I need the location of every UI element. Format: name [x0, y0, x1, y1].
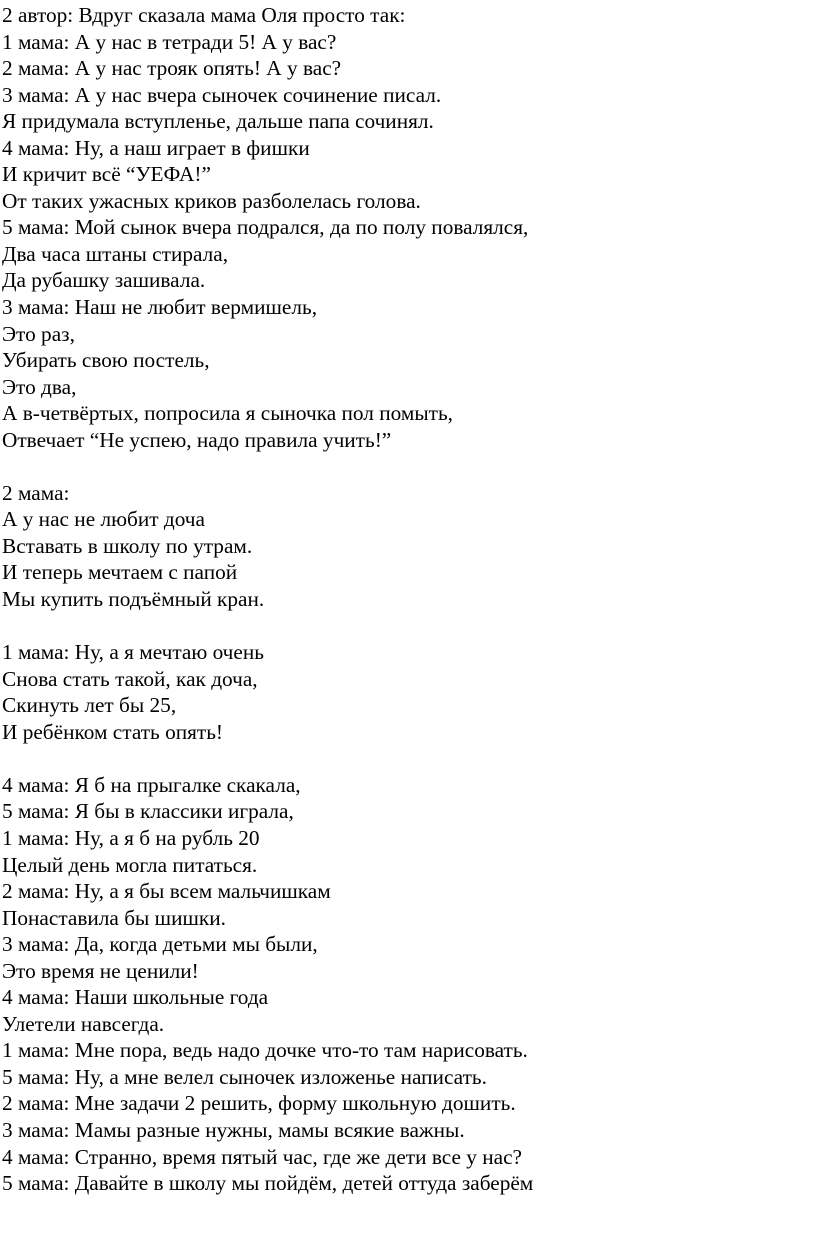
- text-line: 3 мама: Мамы разные нужны, мамы всякие важны.: [2, 1117, 465, 1142]
- text-line: Вставать в школу по утрам.: [2, 533, 253, 558]
- text-line: 2 мама: Мне задачи 2 решить, форму школьную дошить.: [2, 1091, 516, 1116]
- text-line: Это время не ценили!: [2, 958, 199, 983]
- text-line: Отвечает “Не успею, надо правила учить!”: [2, 427, 392, 452]
- text-line: От таких ужасных криков разболелась голова.: [2, 188, 421, 213]
- text-line: И кричит всё “УЕФА!”: [2, 162, 211, 187]
- text-line: 4 мама: Странно, время пятый час, где же дети все у нас?: [2, 1144, 522, 1169]
- text-line: Скинуть лет бы 25,: [2, 693, 177, 718]
- text-line: Это два,: [2, 374, 77, 399]
- text-line: Я придумала вступленье, дальше папа сочинял.: [2, 109, 434, 134]
- text-line: 3 мама: А у нас вчера сыночек сочинение писал.: [2, 82, 442, 107]
- text-line: Снова стать такой, как доча,: [2, 666, 258, 691]
- text-line: А в-четвёртых, попросила я сыночка пол помыть,: [2, 401, 454, 426]
- text-line: А у нас не любит доча: [2, 507, 205, 532]
- text-line: Улетели навсегда.: [2, 1011, 165, 1036]
- text-line: 2 мама: А у нас трояк опять! А у вас?: [2, 56, 342, 81]
- text-line: 5 мама: Давайте в школу мы пойдём, детей оттуда заберём: [2, 1171, 534, 1196]
- text-line: 5 мама: Я бы в классики играла,: [2, 799, 294, 824]
- text-line: Два часа штаны стирала,: [2, 241, 229, 266]
- text-line: 1 мама: А у нас в тетради 5! А у вас?: [2, 29, 337, 54]
- text-line: 1 мама: Ну, а я мечтаю очень: [2, 640, 264, 665]
- text-line: 2 мама:: [2, 480, 70, 505]
- text-line: 4 мама: Я б на прыгалке скакала,: [2, 772, 301, 797]
- text-line: 3 мама: Наш не любит вермишель,: [2, 295, 318, 320]
- text-line: 2 автор: Вдруг сказала мама Оля просто так:: [2, 3, 406, 27]
- text-line: Понаставила бы шишки.: [2, 905, 226, 930]
- text-line: Мы купить подъёмный кран.: [2, 587, 265, 612]
- text-line: 4 мама: Наши школьные года: [2, 985, 269, 1010]
- text-line: 4 мама: Ну, а наш играет в фишки: [2, 135, 310, 160]
- text-line: 3 мама: Да, когда детьми мы были,: [2, 932, 318, 957]
- text-line: 2 мама: Ну, а я бы всем мальчишкам: [2, 879, 331, 904]
- blank-line: [2, 453, 533, 480]
- text-line: И теперь мечтаем с папой: [2, 560, 238, 585]
- text-line: 1 мама: Мне пора, ведь надо дочке что-то там нарисовать.: [2, 1038, 528, 1063]
- text-line: Целый день могла питаться.: [2, 852, 258, 877]
- text-line: 5 мама: Ну, а мне велел сыночек изложенье написать.: [2, 1064, 487, 1089]
- text-line: Это раз,: [2, 321, 75, 346]
- text-line: Убирать свою постель,: [2, 348, 210, 373]
- text-line: И ребёнком стать опять!: [2, 719, 224, 744]
- text-line: 1 мама: Ну, а я б на рубль 20: [2, 825, 260, 850]
- text-line: Да рубашку зашивала.: [2, 268, 206, 293]
- text-line: 5 мама: Мой сынок вчера подрался, да по полу повалялся,: [2, 215, 529, 240]
- blank-line: [2, 613, 533, 640]
- blank-line: [2, 745, 533, 772]
